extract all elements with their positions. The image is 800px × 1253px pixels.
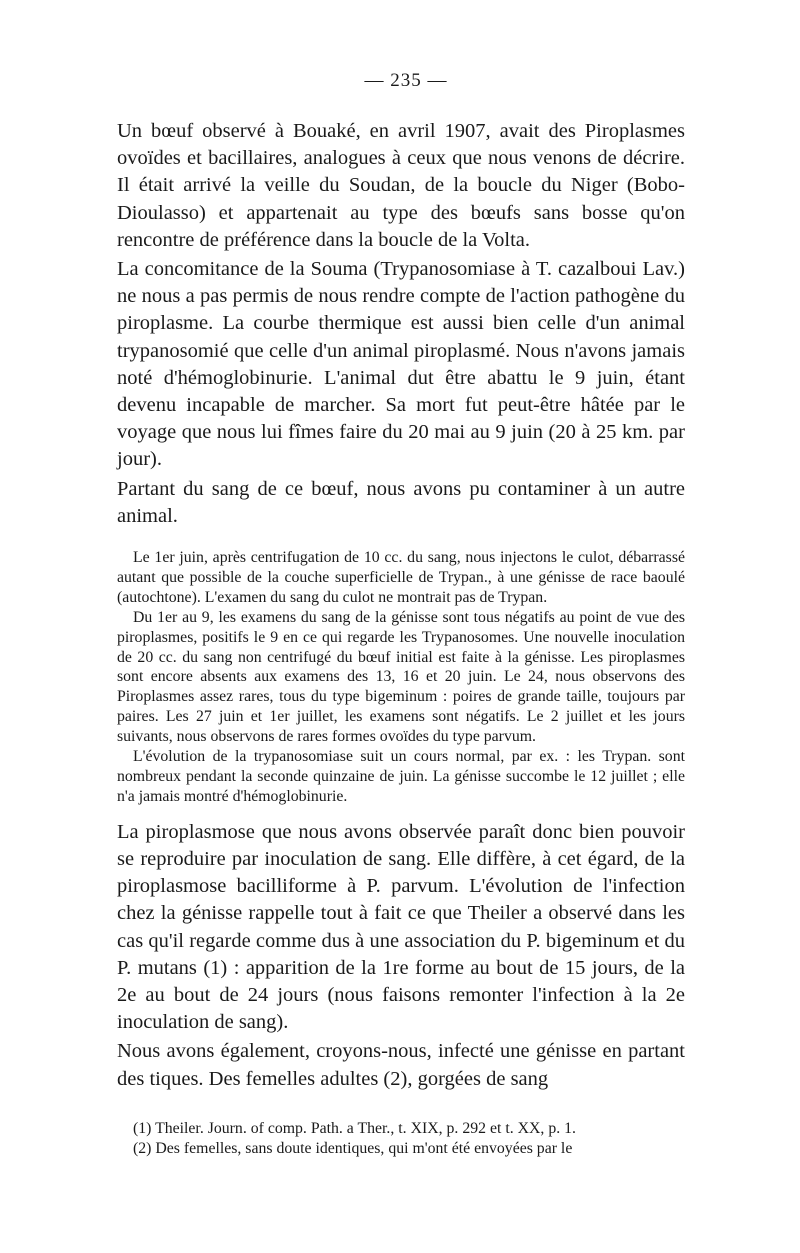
note-paragraph-3: L'évolution de la trypanosomiase suit un cours normal, par ex. : les Trypan. sont nombreux pendant la seconde quinzaine de juin. La génisse succombe le 12 juillet ; elle n'a jamais montré d'hémoglobinurie.: [117, 748, 685, 805]
footnote-1: (1) Theiler. Journ. of comp. Path. a Ther., t. XIX, p. 292 et t. XX, p. 1.: [133, 1119, 576, 1137]
paragraph-2: La concomitance de la Souma (Trypanosomiase à T. cazalboui Lav.) ne nous a pas permis de nous rendre compte de l'action pathogène du piroplasme. La courbe thermique est aussi bien celle d'un animal trypanosomié que celle d'un animal piroplasmé. Nous n'avons jamais noté d'hémoglobinurie. L'animal dut être abattu le 9 juin, étant devenu incapable de marcher. Sa mort fut peut-être hâtée par le voyage que nous lui fîmes faire du 20 mai au 9 juin (20 à 25 km. par jour).: [117, 258, 685, 471]
note-paragraph-1: Le 1er juin, après centrifugation de 10 cc. du sang, nous injectons le culot, débarrassé autant que possible de la couche superficielle de Trypan., à une génisse de race baoulé (autochtone). L'examen du sang du culot ne montrait pas de Trypan.: [117, 549, 685, 606]
paragraph-1: Un bœuf observé à Bouaké, en avril 1907, avait des Piroplasmes ovoïdes et bacillaires, analogues à ceux que nous venons de décrire. Il était arrivé la veille du Soudan, de la boucle du Niger (Bobo-Dioulasso) et appartenait au type des bœufs sans bosse qu'on rencontre de préférence dans la boucle de la Volta.: [117, 120, 685, 251]
document-page: [117, 70, 685, 1159]
footnote-2: (2) Des femelles, sans doute identiques, qui m'ont été envoyées par le: [133, 1139, 573, 1157]
paragraph-4: La piroplasmose que nous avons observée paraît donc bien pouvoir se reproduire par inoculation de sang. Elle diffère, à cet égard, de la piroplasmose bacilliforme à P. parvum. L'évolution de l'infection chez la génisse rappelle tout à fait ce que Theiler a observé dans les cas qu'il regarde comme dus à une association du P. bigeminum et du P. mutans (1) : apparition de la 1re forme au bout de 15 jours, de la 2e au bout de 24 jours (nous faisons remonter l'infection à la 2e inoculation de sang).: [117, 820, 685, 1034]
note-paragraph-2: Du 1er au 9, les examens du sang de la génisse sont tous négatifs au point de vue des piroplasmes, positifs le 9 en ce qui regarde les Trypanosomes. Une nouvelle inoculation de 20 cc. du sang non centrifugé du bœuf initial est faite à la génisse. Les piroplasmes sont encore absents aux examens des 13, 16 et 20 juin. Le 24, nous observons des Piroplasmes assez rares, tous du type bigeminum : poires de grande taille, toujours par paires. Les 27 juin et 1er juillet, les examens sont négatifs. Le 2 juillet et les jours suivants, nous observons de rares formes ovoïdes du type parvum.: [117, 608, 685, 746]
footnotes: [117, 1119, 685, 1159]
paragraph-3: Partant du sang de ce bœuf, nous avons pu contaminer à un autre animal.: [117, 477, 685, 527]
paragraph-5: Nous avons également, croyons-nous, infecté une génisse en partant des tiques. Des femelles adultes (2), gorgées de sang: [117, 1040, 685, 1090]
page-number: — 235 —: [364, 70, 448, 91]
experiment-notes: [117, 548, 685, 807]
